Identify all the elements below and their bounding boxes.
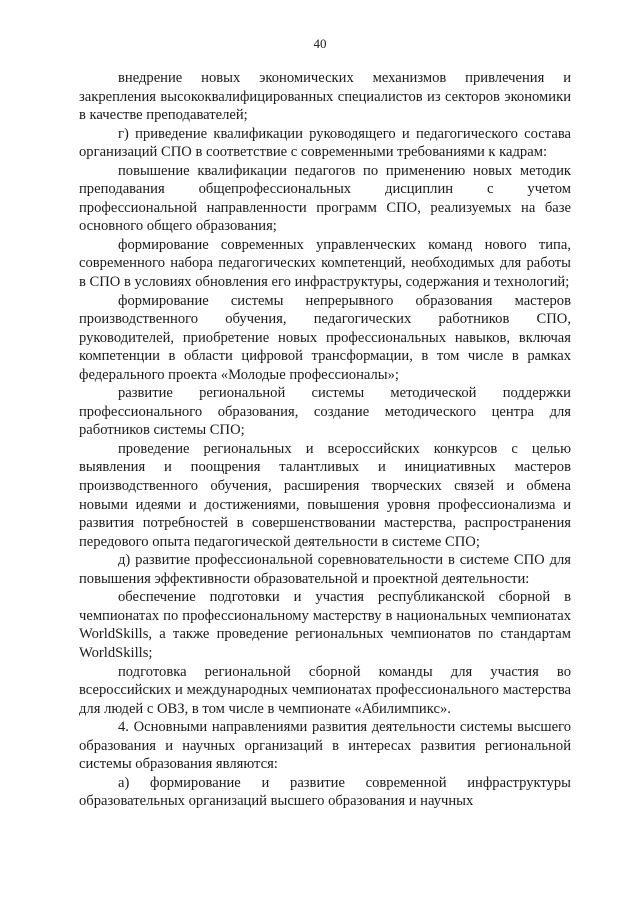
paragraph: формирование современных управленческих команд нового типа, современного набора педагогических компетенций, необходимых для работы в СПО в условиях обновления его инфраструктуры, содержания и технологий; — [79, 236, 571, 291]
paragraph: а) формирование и развитие современной инфраструктуры образовательных организаций высшего образования и научных — [79, 774, 571, 810]
paragraph: внедрение новых экономических механизмов привлечения и закрепления высококвалифицированных специалистов из секторов экономики в качестве преподавателей; — [79, 70, 571, 124]
paragraph: повышение квалификации педагогов по применению новых методик преподавания общепрофессиональных дисциплин с учетом профессиональной направленности программ СПО, реализуемых на базе основного общего образования; — [79, 162, 571, 235]
paragraph: подготовка региональной сборной команды для участия во всероссийских и международных чемпионатах профессионального мастерства для людей с ОВЗ, в том числе в чемпионате «Абилимпикс». — [79, 663, 571, 717]
paragraph: проведение региональных и всероссийских конкурсов с целью выявления и поощрения талантливых и инициативных мастеров производственного обучения, расширения творческих связей и обмена новыми идеями и достижениями, повышения уровня профессионализма и развития потребностей в совершенствовании мастерства, распространения передового опыта педагогической деятельности в системе СПО; — [79, 440, 571, 550]
paragraph: г) приведение квалификации руководящего и педагогического состава организаций СПО в соответствие с современными требованиями к кадрам: — [79, 125, 571, 161]
paragraph: 4. Основными направлениями развития деятельности системы высшего образования и научных организаций в интересах развития региональной системы образования являются: — [79, 719, 571, 773]
paragraph: обеспечение подготовки и участия республиканской сборной в чемпионатах по профессиональному мастерству в национальных чемпионатах WorldSkills, а также проведение региональных чемпионатов по стандартам WorldSkills; — [79, 589, 571, 661]
paragraph: развитие региональной системы методической поддержки профессионального образования, создание методического центра для работников системы СПО; — [79, 385, 571, 439]
document-body — [79, 69, 571, 811]
paragraph: д) развитие профессиональной соревновательности в системе СПО для повышения эффективности образовательной и проектной деятельности: — [79, 552, 571, 587]
page-number: 40 — [313, 36, 327, 51]
paragraph: формирование системы непрерывного образования мастеров производственного обучения, педагогических работников СПО, руководителей, приобретение новых профессиональных навыков, включая компетенции в области цифровой трансформации, в том числе в рамках федерального проекта «Молодые профессионалы»; — [79, 292, 571, 383]
